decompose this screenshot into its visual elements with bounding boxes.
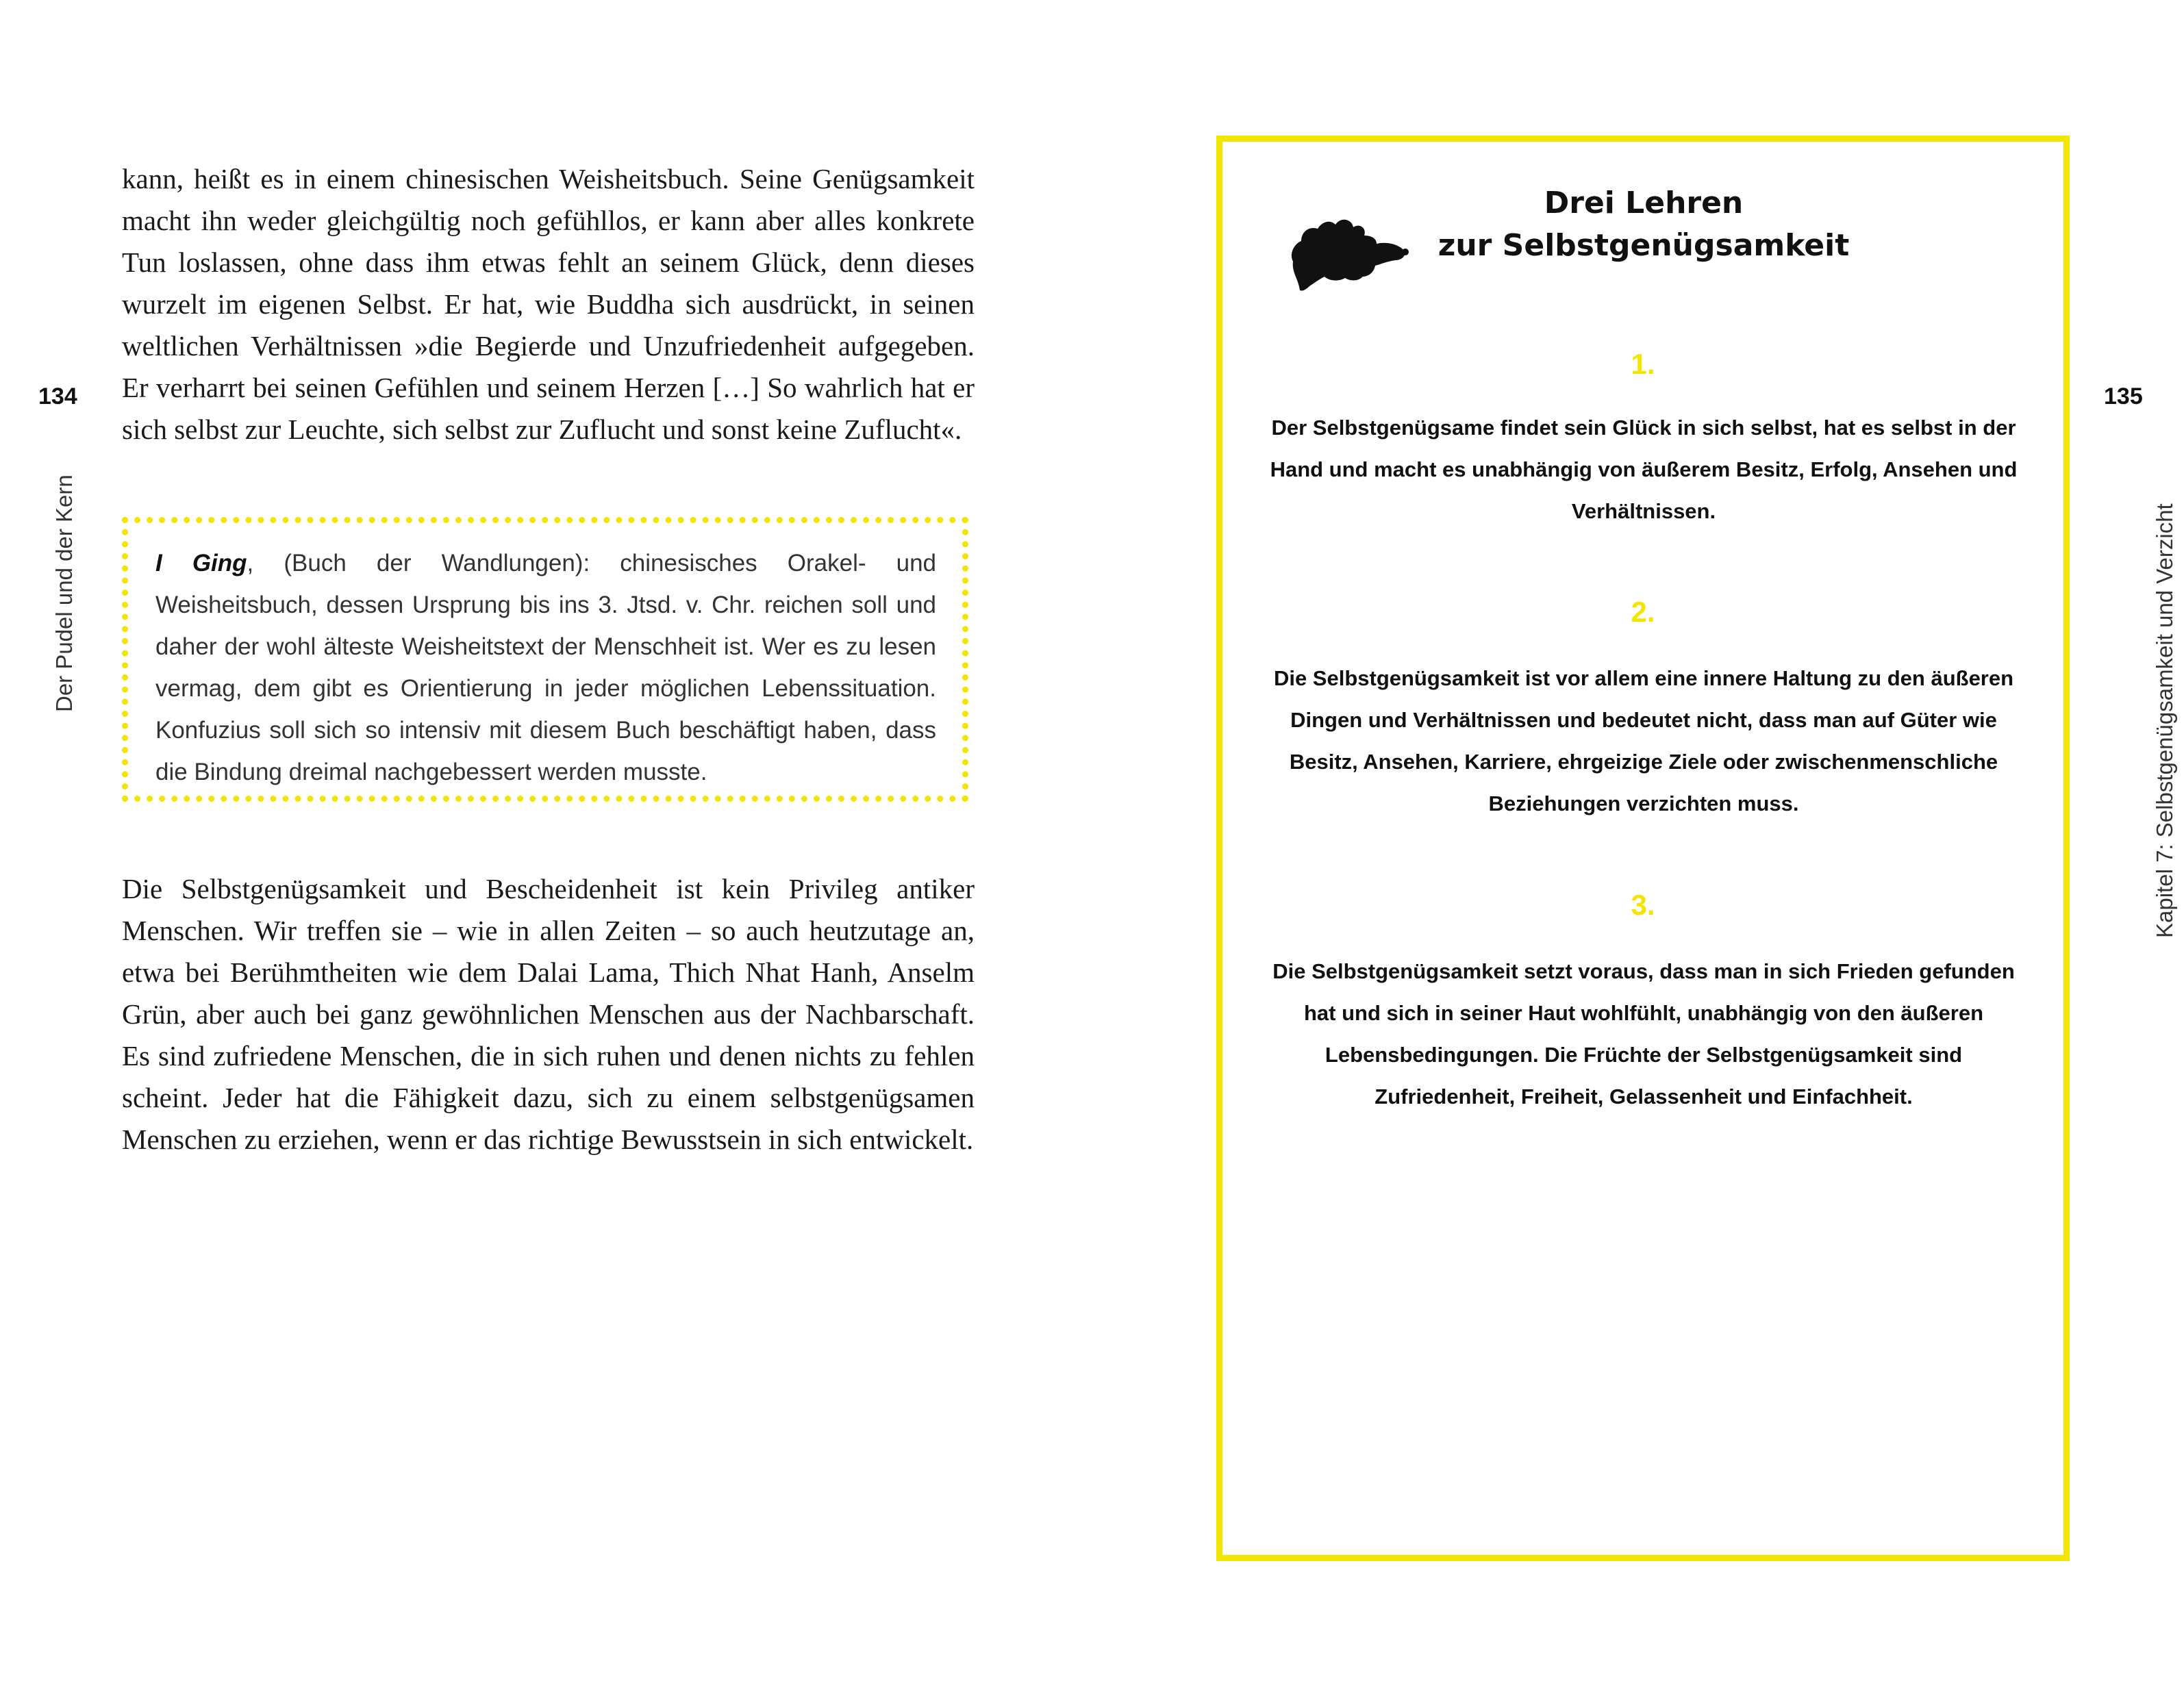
page-number-right: 135 (2104, 383, 2143, 409)
body-paragraph-1: kann, heißt es in einem chinesischen Weisheitsbuch. Seine Genügsamkeit macht ihn weder gleichgültig noch gefühllos, er kann aber alles konkrete Tun loslassen, ohne dass ihm etwas fehlt an seinem Glück, denn dieses wurzelt im eigenen Selbst. Er hat, wie Buddha sich ausdrückt, in seinen weltlichen Verhältnissen »die Begierde und Unzufriedenheit aufgegeben. Er verharrt bei seinen Gefühlen und seinem Herzen […] So wahrlich hat er sich selbst zur Leuchte, sich selbst zur Zuflucht und sonst keine Zuflucht«. (122, 163, 975, 445)
teaching-text-3: Die Selbstgenügsamkeit setzt voraus, dass man in sich Frieden gefunden hat und sich in seiner Haut wohlfühlt, unabhängig von den äußeren Lebensbedingungen. Die Früchte der Selbstgenügsamkeit sind Zufriedenheit, Freiheit, Gelassenheit und Einfachheit. (1272, 959, 2015, 1108)
teaching-number-1: 1. (1631, 348, 1655, 380)
teaching-text-1: Der Selbstgenügsame findet sein Glück in sich selbst, hat es selbst in der Hand und macht es unabhängig von äußerem Besitz, Erfolg, Ansehen und Verhältnissen. (1270, 416, 2018, 523)
glossary-box (122, 517, 968, 802)
teachings-title-line-1: Drei Lehren (1544, 186, 1744, 220)
glossary-entry (155, 542, 936, 793)
teaching-text-2: Die Selbstgenügsamkeit ist vor allem eine innere Haltung zu den äußeren Dingen und Verhältnissen und bedeutet nicht, dass man auf Güter wie Besitz, Ansehen, Karriere, ehrgeizige Ziele oder zwischenmenschliche Beziehungen verzichten muss. (1273, 666, 2014, 815)
page-number-left: 134 (38, 383, 77, 409)
glossary-definition: , (Buch der Wandlungen): chinesisches Orakel- und Weisheitsbuch, dessen Ursprung bis ins 3. Jtsd. v. Chr. reichen soll und daher der wohl älteste Weisheitstext der Menschheit ist. Wer es zu lesen vermag, dem gibt es Orientierung in jeder möglichen Lebenssituation. Konfuzius soll sich so intensiv mit diesem Buch beschäftigt haben, dass die Bindung dreimal nachgebessert werden musste. (155, 550, 936, 785)
teaching-number-2: 2. (1631, 596, 1655, 628)
teachings-title (1404, 182, 1883, 267)
teachings-title-line-2: zur Selbstgenügsamkeit (1438, 228, 1850, 263)
teaching-number-3: 3. (1631, 889, 1655, 921)
running-head-left: Der Pudel und der Kern (51, 474, 77, 712)
body-paragraph-2: Die Selbstgenügsamkeit und Bescheidenheit ist kein Privileg antiker Menschen. Wir treffen sie – wie in allen Zeiten – so auch heutzutage an, etwa bei Berühmtheiten wie dem Dalai Lama, Thich Nhat Hanh, Anselm Grün, aber auch bei ganz gewöhnlichen Menschen aus der Nachbarschaft. Es sind zufriedene Menschen, die in sich ruhen und denen nichts zu fehlen scheint. Jeder hat die Fähigkeit dazu, sich zu einem selbstgenügsamen Menschen zu erziehen, wenn er das richtige Bewusstsein in sich entwickelt. (122, 873, 975, 1155)
running-head-right: Kapitel 7: Selbstgenügsamkeit und Verzicht (2152, 503, 2177, 938)
glossary-term: I Ging (155, 550, 247, 576)
